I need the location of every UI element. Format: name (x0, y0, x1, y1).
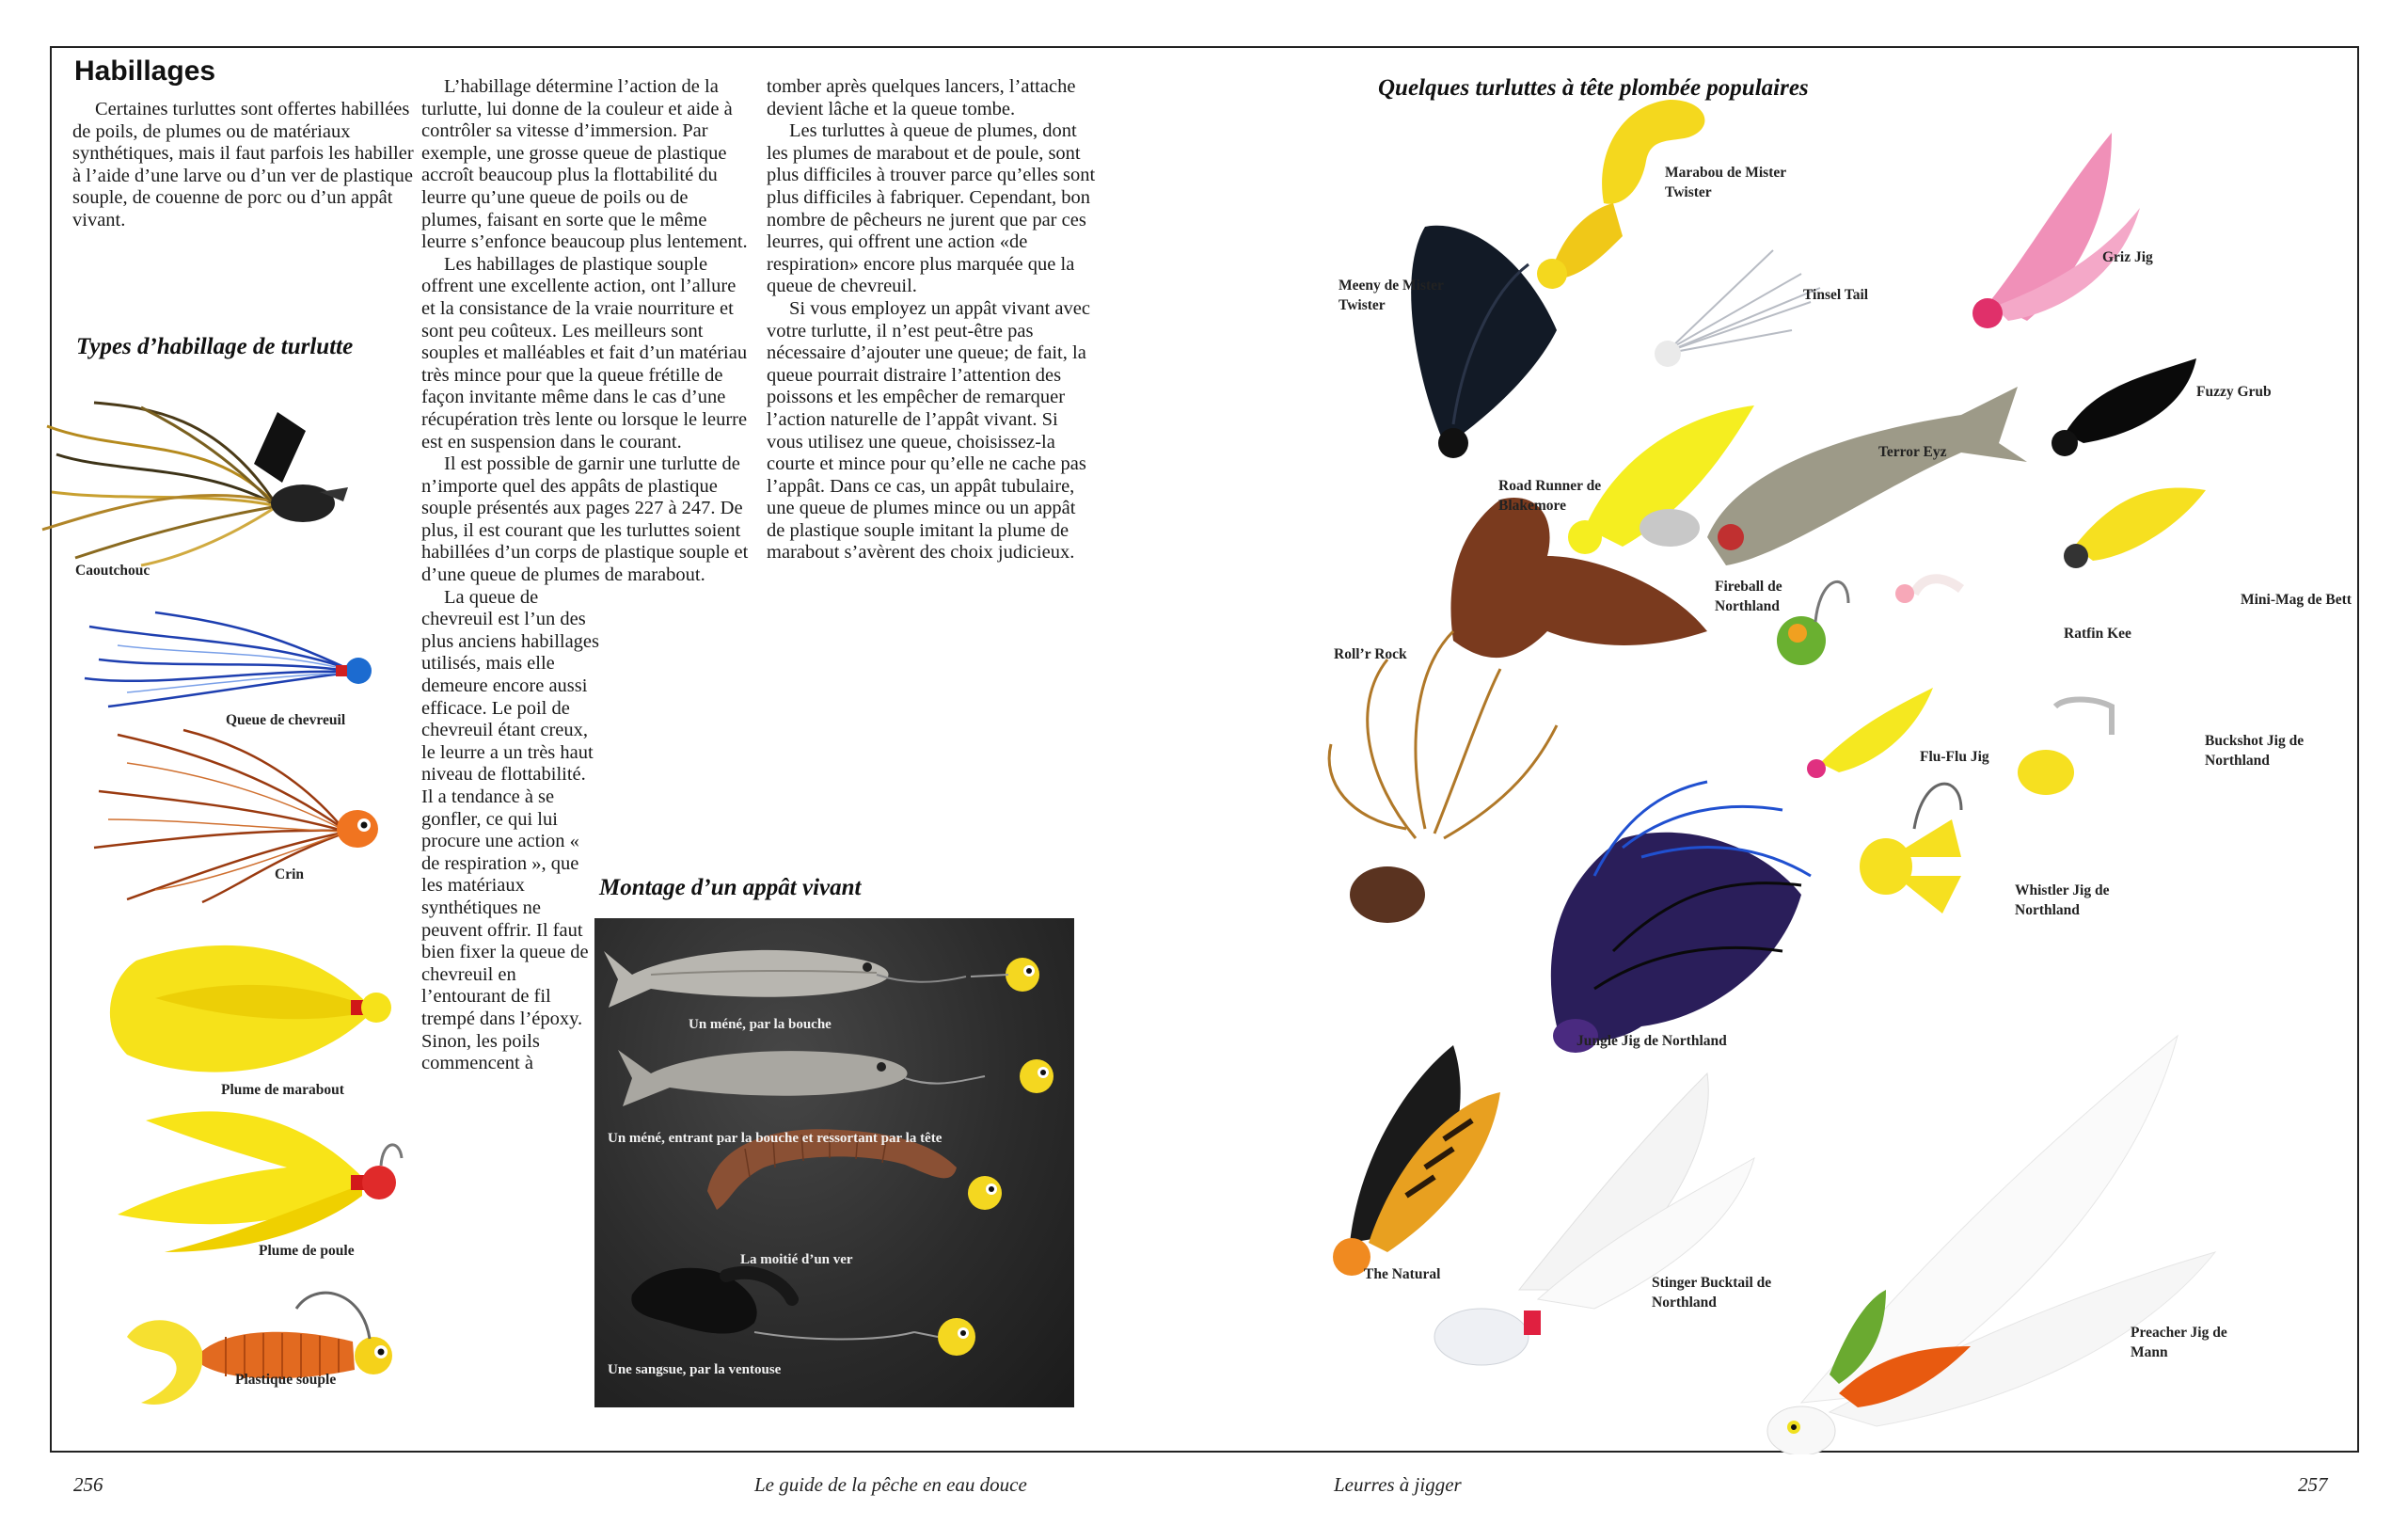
paragraph: La queue de chevreuil est l’un des plus anciens habillages utilisés, mais elle demeure encore aussi efficace. Le poil de chevreuil étant creux, le leurre a un très haut niveau de flottabilité. Il a tendance à se gonfler, ce qui lui procure une action « de respiration », que les matériaux synthétiques ne peuvent offrir. Il faut bien fixer la queue de chevreuil en l’entourant de fil trempé dans l’époxy. Sinon, les poils commencent à (421, 586, 600, 1074)
caption-chevreuil: Queue de chevreuil (226, 712, 346, 728)
label-preacher-jig: Preacher Jig de Mann (2131, 1325, 2227, 1360)
montage-caption-3: La moitié d’un ver (740, 1252, 853, 1267)
live-bait-illustration (594, 918, 1074, 1407)
popular-jigs-heading: Quelques turluttes à tête plombée populaires (1378, 75, 1809, 101)
montage-heading: Montage d’un appât vivant (599, 875, 862, 900)
types-heading: Types d’habillage de turlutte (76, 334, 354, 359)
montage-caption-4: Une sangsue, par la ventouse (608, 1362, 782, 1377)
paragraph: Si vous employez un appât vivant avec votre turlutte, il n’est peut-être pas nécessaire d’ajouter une queue; de fait, la queue pourrait distraire l’attention des poissons et les empêcher de remarquer l’action naturelle de l’appât vivant. Si vous utilisez une queue, choisissez-la courte et mince pour qu’elle ne cache pas l’appât. Dans ce cas, un appât tubulaire, une queue de plumes mince ou un appât de plastique souple imitant la plume de marabout s’avèrent des choix judicieux. (767, 297, 1090, 564)
hackle-jig-image (99, 1102, 409, 1262)
caption-poule: Plume de poule (259, 1243, 355, 1259)
spread-frame (50, 46, 2359, 1453)
caption-caoutchouc: Caoutchouc (75, 563, 150, 579)
caption-crin: Crin (275, 866, 304, 882)
live-bait-photo (594, 918, 1074, 1407)
label-flu-flu: Flu-Flu Jig (1920, 749, 1989, 765)
caption-marabout: Plume de marabout (221, 1082, 344, 1098)
paragraph: Les turluttes à queue de plumes, dont les plumes de marabout et de poule, sont plus difficiles à trouver parce qu’elles sont plus difficiles à fabriquer. Cependant, bon nombre de pêcheurs ne jurent que par ces leurres, qui offrent une action «de respiration» encore plus marquée que la queue de chevreuil. (767, 120, 1096, 297)
right-page (1312, 48, 2361, 1454)
label-marabou-twister: Marabou de Mister Twister (1665, 165, 1786, 200)
label-fireball: Fireball de Northland (1715, 579, 1782, 614)
caption-plastique: Plastique souple (235, 1372, 337, 1388)
label-buckshot: Buckshot Jig de Northland (2205, 733, 2305, 769)
label-meeny: Meeny de Mister Twister (1339, 278, 1444, 313)
label-rollr-rock: Roll’r Rock (1334, 646, 1407, 662)
hair-jig-image (89, 725, 400, 904)
label-tinsel-tail: Tinsel Tail (1803, 287, 1869, 303)
running-title-left: Le guide de la pêche en eau douce (754, 1473, 1027, 1496)
label-griz-jig: Griz Jig (2102, 249, 2153, 265)
marabou-jig-image (89, 923, 400, 1092)
section-heading: Habillages (74, 56, 216, 87)
left-page (52, 48, 1246, 1454)
paragraph: Les habillages de plastique souple offrent une excellente action, ont l’allure et la consistance de la vraie nourriture et sont peu coûteux. Les meilleurs sont souples et malléables et fait d’un matériau très mince pour que la queue frétille de façon invitante même dans le cas d’une récupération très lente ou lorsque le leurre est en suspension dans le courant. (421, 253, 748, 453)
label-mini-mag: Mini-Mag de Bett (2241, 592, 2352, 608)
montage-caption-2: Un méné, entrant par la bouche et ressortant par la tête (608, 1131, 943, 1146)
paragraph: Il est possible de garnir une turlutte de n’importe quel des appâts de plastique souple présentés aux pages 227 à 247. De plus, il est courant que les turluttes soient habillées d’un corps de plastique souple et d’une queue de plumes de marabout. (421, 453, 749, 586)
rubber-skirt-jig-image (38, 398, 357, 567)
montage-caption-1: Un méné, par la bouche (689, 1017, 832, 1032)
label-ratfin-kee: Ratfin Kee (2064, 626, 2131, 642)
page-number-right: 257 (2298, 1473, 2328, 1496)
paragraph: tomber après quelques lancers, l’attache devient lâche et la queue tombe. (767, 76, 1076, 119)
label-jungle-jig: Jungle Jig de Northland (1576, 1033, 1727, 1049)
page-number-left: 256 (73, 1473, 103, 1496)
intro-paragraph: Certaines turluttes sont offertes habillées de poils, de plumes ou de matériaux synthétiques, mais il faut parfois les habiller à l’aide d’une larve ou d’un ver de plastique souple, de couenne de porc ou d’un appât vivant. (72, 99, 414, 230)
intro-column (72, 99, 425, 232)
soft-plastic-jig-image (108, 1271, 419, 1422)
label-whistler: Whistler Jig de Northland (2015, 882, 2110, 918)
label-road-runner: Road Runner de Blakemore (1498, 478, 1602, 514)
label-stinger-bucktail: Stinger Bucktail de Northland (1652, 1275, 1772, 1311)
label-the-natural: The Natural (1364, 1266, 1441, 1282)
label-fuzzy-grub: Fuzzy Grub (2196, 384, 2272, 400)
running-title-right: Leurres à jigger (1334, 1473, 1462, 1496)
bucktail-jig-image (80, 603, 390, 716)
label-terror-eyz: Terror Eyz (1878, 444, 1947, 460)
paragraph: L’habillage détermine l’action de la turlutte, lui donne de la couleur et aide à contrôler sa vitesse d’immersion. Par exemple, une grosse queue de plastique accroît beaucoup plus la flottabilité du leurre qu’une queue de poils ou de plumes, faisant en sorte que le même leurre s’enfonce beaucoup plus lentement. (421, 76, 748, 253)
popular-jigs-illustration (1312, 48, 2356, 1454)
text-column-3 (767, 76, 1096, 564)
